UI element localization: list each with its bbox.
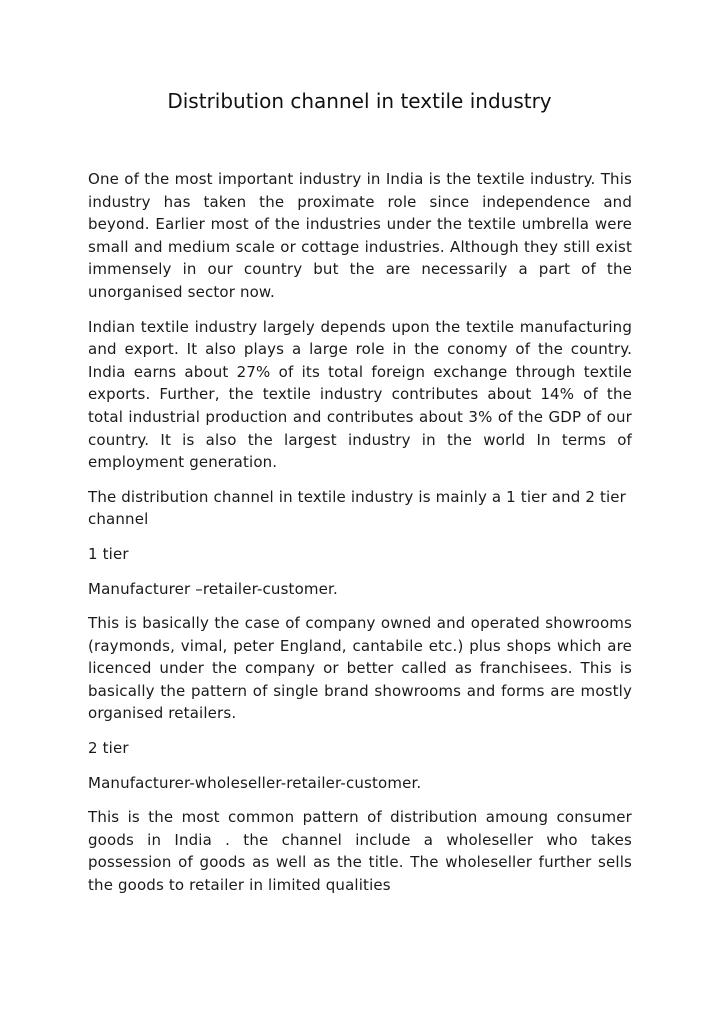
- document-body: [88, 168, 632, 909]
- heading-2-tier: 2 tier: [88, 739, 129, 758]
- paragraph-economy: Indian textile industry largely depends upon the textile manufacturing and export. It also plays a large role in the conomy of the country. India earns about 27% of its total foreign exchange through textile exports. Further, the textile industry contributes about 14% of the total industrial production and contributes about 3% of the GDP of our country. It is also the largest industry in the world In terms of employment generation.: [88, 317, 632, 472]
- paragraph-1-tier-chain: Manufacturer –retailer-customer.: [88, 579, 338, 598]
- heading-1-tier: 1 tier: [88, 544, 129, 563]
- paragraph-2-tier-description: This is the most common pattern of distribution amoung consumer goods in India . the channel include a wholeseller who takes possession of goods as well as the title. The wholeseller further sells the goods to retailer in limited qualities: [88, 808, 632, 895]
- paragraph-channel-summary: The distribution channel in textile industry is mainly a 1 tier and 2 tier channel: [88, 487, 626, 529]
- document-title: Distribution channel in textile industry: [167, 89, 552, 113]
- paragraph-intro: One of the most important industry in India is the textile industry. This industry has taken the proximate role since independence and beyond. Earlier most of the industries under the textile umbrella were small and medium scale or cottage industries. Although they still exist immensely in our country but the are necessarily a part of the unorganised sector now.: [88, 170, 632, 301]
- paragraph-2-tier-chain: Manufacturer-wholeseller-retailer-customer.: [88, 773, 422, 792]
- paragraph-1-tier-description: This is basically the case of company owned and operated showrooms (raymonds, vimal, peter England, cantabile etc.) plus shops which are licenced under the company or better called as franchisees. This is basically the pattern of single brand showrooms and forms are mostly organised retailers.: [88, 614, 632, 723]
